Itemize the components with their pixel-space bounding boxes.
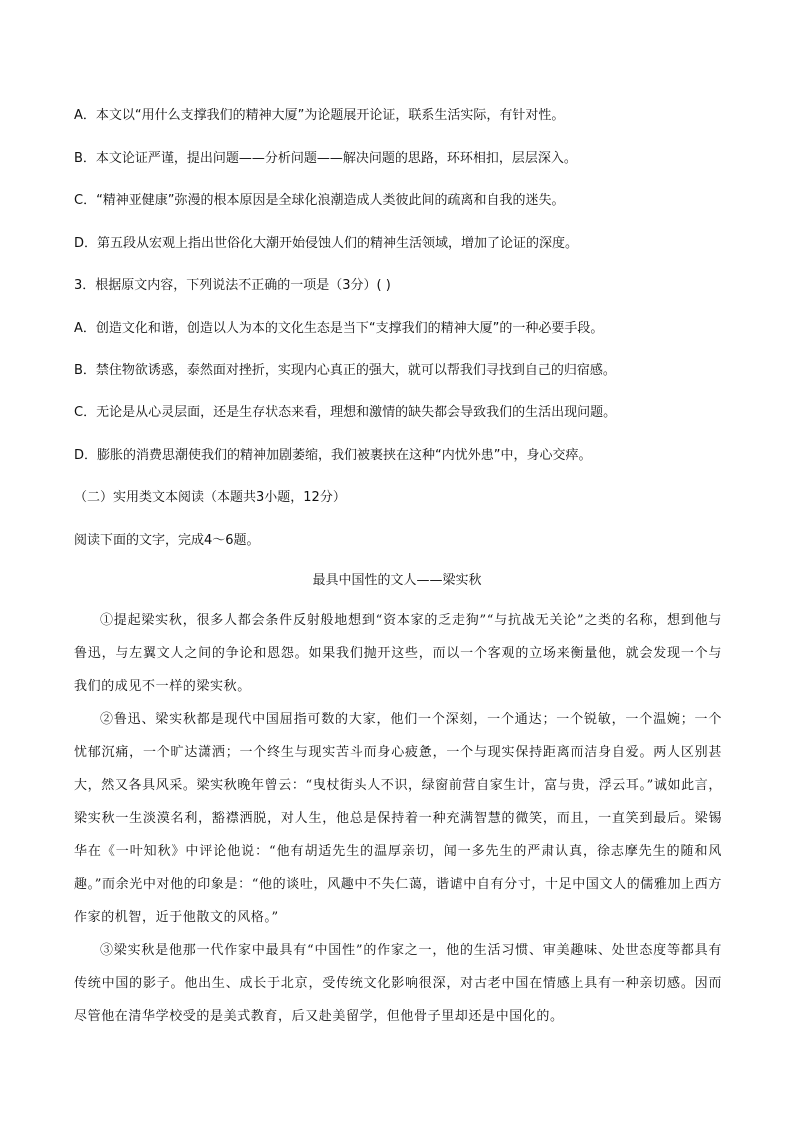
q3-option-a: A．创造文化和谐，创造以人为本的文化生态是当下“支撑我们的精神大厦”的一种必要手段。 — [74, 321, 604, 336]
article-paragraph-3: ③梁实秋是他那一代作家中最具有“中国性”的作家之一，他的生活习惯、审美趣味、处世态度等都具有传统中国的影子。他出生、成长于北京，受传统文化影响很深，对古老中国在情感上具有一种亲切感。因而尽管他在清华学校受的是美式教育，后又赴美留学，但他骨子里却还是中国化的。 — [74, 943, 722, 1024]
q2-option-a: A．本文以“用什么支撑我们的精神大厦”为论题展开论证，联系生活实际，有针对性。 — [74, 108, 565, 123]
q3-option-d: D．膨胀的消费思潮使我们的精神加剧萎缩，我们被裹挟在这种“内忧外患”中，身心交瘁。 — [74, 448, 592, 463]
section-instruction: 阅读下面的文字，完成4～6题。 — [74, 533, 260, 548]
article-paragraph-2: ②鲁迅、梁实秋都是现代中国屈指可数的大家，他们一个深刻，一个通达；一个锐敏，一个温婉；一个忧郁沉痛，一个旷达潇洒；一个终生与现实苦斗而身心疲惫，一个与现实保持距离而洁身自爱。两人区别甚大，然又各具风采。梁实秋晚年曾云：“曳杖街头人不识，绿窗前营自家生计，富与贵，浮云耳。”诚如此言，梁实秋一生淡漠名利，豁襟洒脱，对人生，他总是保持着一种充满智慧的微笑，而且，一直笑到最后。梁锡华在《一叶知秋》中评论他说：“他有胡适先生的温厚亲切，闻一多先生的严肃认真，徐志摩先生的随和风趣。”而余光中对他的印象是：“他的谈吐，风趣中不失仁蔼，谐谑中自有分寸，十足中国文人的儒雅加上西方作家的机智，近于他散文的风格。” — [74, 712, 722, 925]
section-heading: （二）实用类文本阅读（本题共3小题，12分） — [74, 490, 346, 505]
article-title: 最具中国性的文人——梁实秋 — [312, 573, 482, 588]
q2-option-d: D．第五段从宏观上指出世俗化大潮开始侵蚀人们的精神生活领域，增加了论证的深度。 — [74, 236, 579, 251]
q3-option-b: B．禁住物欲诱惑，泰然面对挫折，实现内心真正的强大，就可以帮我们寻找到自己的归宿感。 — [74, 363, 616, 378]
q3-stem: 3．根据原文内容，下列说法不正确的一项是（3分）( ) — [74, 278, 391, 293]
q2-option-c: C．“精神亚健康”弥漫的根本原因是全球化浪潮造成人类彼此间的疏离和自我的迷失。 — [74, 193, 565, 208]
article-paragraph-1: ①提起梁实秋，很多人都会条件反射般地想到“资本家的乏走狗”“与抗战无关论”之类的名称，想到他与鲁迅，与左翼文人之间的争论和恩怨。如果我们抛开这些，而以一个客观的立场来衡量他，就会发现一个与我们的成见不一样的梁实秋。 — [74, 613, 722, 694]
q2-option-b: B．本文论证严谨，提出问题——分析问题——解决问题的思路，环环相扣，层层深入。 — [74, 151, 577, 166]
q3-option-c: C．无论是从心灵层面，还是生存状态来看，理想和激情的缺失都会导致我们的生活出现问题。 — [74, 405, 617, 420]
